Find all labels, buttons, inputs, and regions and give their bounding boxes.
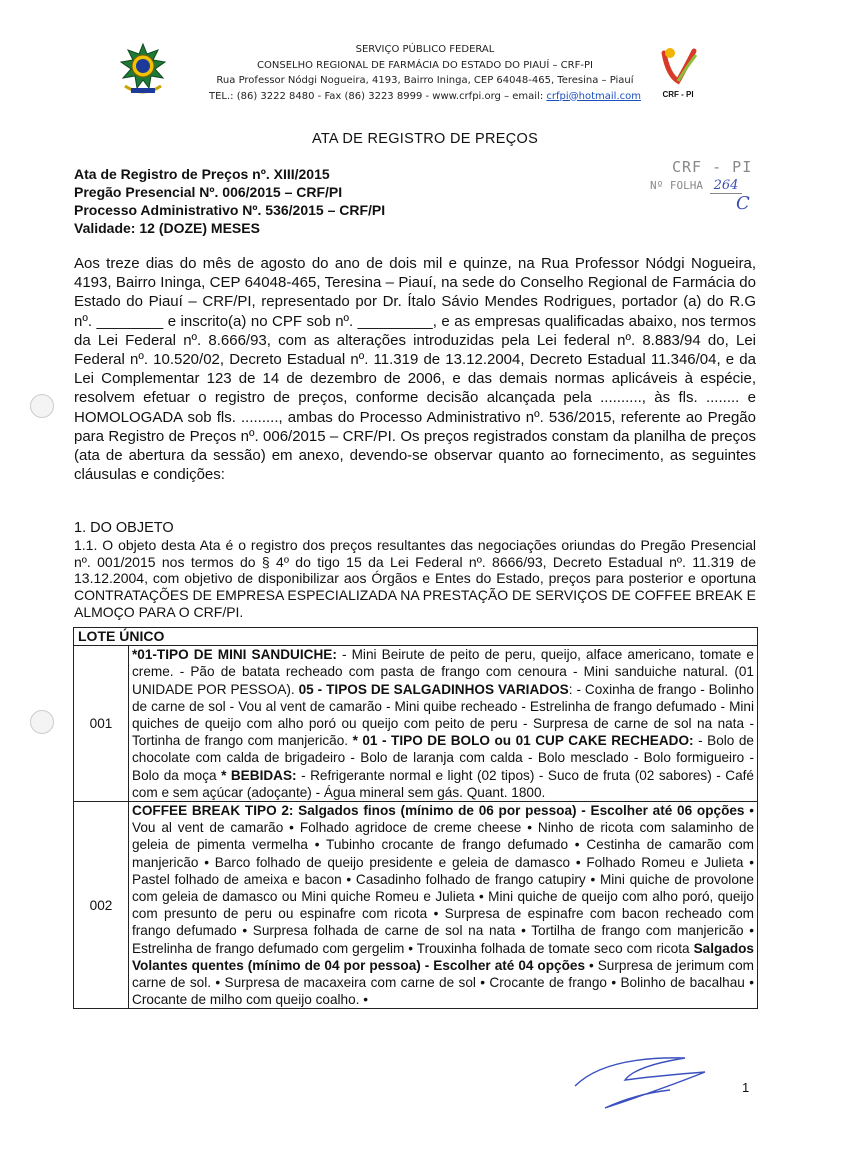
items-table <box>73 627 758 1009</box>
lote-header: LOTE ÚNICO <box>74 628 758 646</box>
description-text: : - Coxinha de frango - Bolinho de carne de sol - Vou al vent de camarão - Mini quibe recheado - Estrelinha de frango defumado - Mini quiches de queijo com alho poró ou queijo com peito de peru - Surpresa de carne de sol na nata - Tortinha de frango com manjericão. <box>132 681 754 749</box>
description-bold-text: * 01 - TIPO DE BOLO ou 01 CUP CAKE RECHEADO: <box>352 733 694 749</box>
table-row <box>74 646 758 802</box>
stamp-handwritten-mark: C <box>736 193 750 214</box>
registration-details <box>74 165 385 237</box>
header-line-service: SERVIÇO PÚBLICO FEDERAL <box>355 44 495 55</box>
description-text: - Mini Beirute de peito de peru, queijo, alface americano, tomate e creme. - Pão de batata recheado com pasta de frango com cenoura - Mini sanduiche natural. (01 UNIDADE POR PESSOA). <box>132 647 754 697</box>
pregao-number: Pregão Presencial Nº. 006/2015 – CRF/PI <box>74 184 343 200</box>
crf-logo-icon <box>656 45 700 85</box>
letterhead <box>110 42 740 104</box>
ata-number: Ata de Registro de Preços nº. XIII/2015 <box>74 166 330 182</box>
description-bold-text: COFFEE BREAK TIPO 2: Salgados finos (mínimo de 06 por pessoa) - Escolher até 06 opções <box>132 803 745 819</box>
table-row <box>74 802 758 1009</box>
stamp-folha-number: 264 <box>710 178 743 194</box>
description-bold-text: Salgados Volantes quentes (mínimo de 04 por pessoa) - Escolher até 04 opções <box>132 940 754 973</box>
header-line-council: CONSELHO REGIONAL DE FARMÁCIA DO ESTADO DO PIAUÍ – CRF-PI <box>257 59 593 71</box>
description-bold-text: 05 - TIPOS DE SALGADINHOS VARIADOS <box>298 681 569 697</box>
logo-text: CRF - PI <box>662 90 694 99</box>
contact-text: TEL.: (86) 3222 8480 - Fax (86) 3223 8999 - www.crfpi.org – email: <box>208 90 547 102</box>
intro-paragraph: Aos treze dias do mês de agosto do ano de dois mil e quinze, na Rua Professor Nódgi Nogueira, 4193, Bairro Ininga, CEP 64048-465, Teresina – Piauí, na sede do Conselho Regional de Farmácia do Estado do Piauí – CRF/PI, representado por Dr. Ítalo Sávio Mendes Rodrigues, portador (a) do R.G nº. ________ e inscrito(a) no CPF sob nº. _________, e as empresas qualificadas abaixo, nos termos da Lei Federal nº. 8.666/93, com as alterações introduzidas pela Lei federal nº. 8.883/94 do, Lei Federal nº. 10.520/02, Decreto Estadual nº. 11.319 de 13.12.2004, Decreto Estadual 11.346/04, e da Lei Complementar 123 de 14 de dezembro de 2006, e das demais normas aplicáveis à espécie, resolvem efetuar o registro de preços, conforme decisão alcançada pela .........., às fls. ........ e HOMOLOGADA sob fls. ........., ambas do Processo Administrativo nº. 536/2015, referente ao Pregão para Registro de Preços nº. 006/2015 – CRF/PI. Os preços registrados constam da planilha de preços (ata de abertura da sessão) em anexo, devendo-se observar quanto ao fornecimento, as seguintes cláusulas e condições: <box>74 255 756 484</box>
lote-header-row <box>74 628 758 646</box>
page-number: 1 <box>742 1080 750 1095</box>
description-text: - Bolo de chocolate com calda de brigadeiro - Bolo de laranja com calda - Bolo mesclado - Bolo formigueiro - Bolo da moça <box>132 733 754 783</box>
stamp-folha-label: Nº FOLHA <box>650 179 703 192</box>
description-bold-text: *01-TIPO DE MINI SANDUICHE: <box>132 647 337 663</box>
description-text: - Refrigerante normal e light (02 tipos) - Suco de fruta (02 sabores) - Café com e sem açúcar (adoçante) - Água mineral sem gás. Quant. 1800. <box>132 767 754 800</box>
header-line-contact <box>110 89 740 105</box>
processo-number: Processo Administrativo Nº. 536/2015 – CRF/PI <box>74 202 386 218</box>
validade: Validade: 12 (DOZE) MESES <box>74 220 260 236</box>
signature <box>565 1046 725 1116</box>
stamp-crf: CRF - PI <box>672 158 753 176</box>
binder-hole-bottom <box>30 710 54 734</box>
section-heading: 1. DO OBJETO <box>74 520 174 536</box>
item-number: 001 <box>74 646 129 802</box>
stamp-folha <box>650 178 760 193</box>
email-link[interactable]: crfpi@hotmail.com <box>546 90 641 102</box>
document-title: ATA DE REGISTRO DE PREÇOS <box>311 131 539 147</box>
folio-stamp <box>650 158 760 214</box>
header-line-address: Rua Professor Nódgi Nogueira, 4193, Bairro Ininga, CEP 64048-465, Teresina – Piauí <box>216 75 634 86</box>
item-description <box>129 802 758 1009</box>
binder-hole-top <box>30 394 54 418</box>
section-text: 1.1. O objeto desta Ata é o registro dos preços resultantes das negociações oriundas do Pregão Presencial nº. 001/2015 nos termos do § 4º do tigo 15 da Lei Federal nº. 8666/93, Decreto Estadual nº. 11.319 de 13.12.2004, com objetivo de disponibilizar aos Órgãos e Entes do Estado, preços para posterior e oportuna CONTRATAÇÕES DE EMPRESA ESPECIALIZADA NA PRESTAÇÃO DE SERVIÇOS DE COFFEE BREAK E ALMOÇO PARA O CRF/PI. <box>74 536 757 620</box>
item-description <box>129 646 758 802</box>
crf-pi-logo <box>656 45 700 105</box>
description-bold-text: * BEBIDAS: <box>221 767 297 783</box>
description-text: • Vou al vent de camarão • Folhado agridoce de creme cheese • Ninho de ricota com salaminho de geleia de pimenta vermelha • Tubinho crocante de frango defumado • Cestinha de camarão com manjericão • Barco folhado de queijo presidente e geleia de damasco • Folhado Romeu e Julieta • Pastel folhado de ameixa e bacon • Casadinho folhado de frango catupiry • Mini quiche de provolone com geleia de damasco ou Mini quiche Romeu e Julieta • Mini quiche de queijo com alho poró, queijo com presunto de peru ou espinafre com ricota • Surpresa de espinafre com bacon recheado com frango defumado • Surpresa folhada de carne de sol na nata • Tortilha de frango com manjericão • Estrelinha de frango defumado com gergelim • Trouxinha folhada de tomate seco com ricota <box>132 803 754 956</box>
item-number: 002 <box>74 802 129 1009</box>
section-objeto <box>74 520 756 621</box>
description-text: • Surpresa de jerimum com carne de sol. • Surpresa de macaxeira com carne de sol • Crocante de frango • Bolinho de bacalhau • Crocante de milho com queijo coalho. • <box>132 957 754 1008</box>
